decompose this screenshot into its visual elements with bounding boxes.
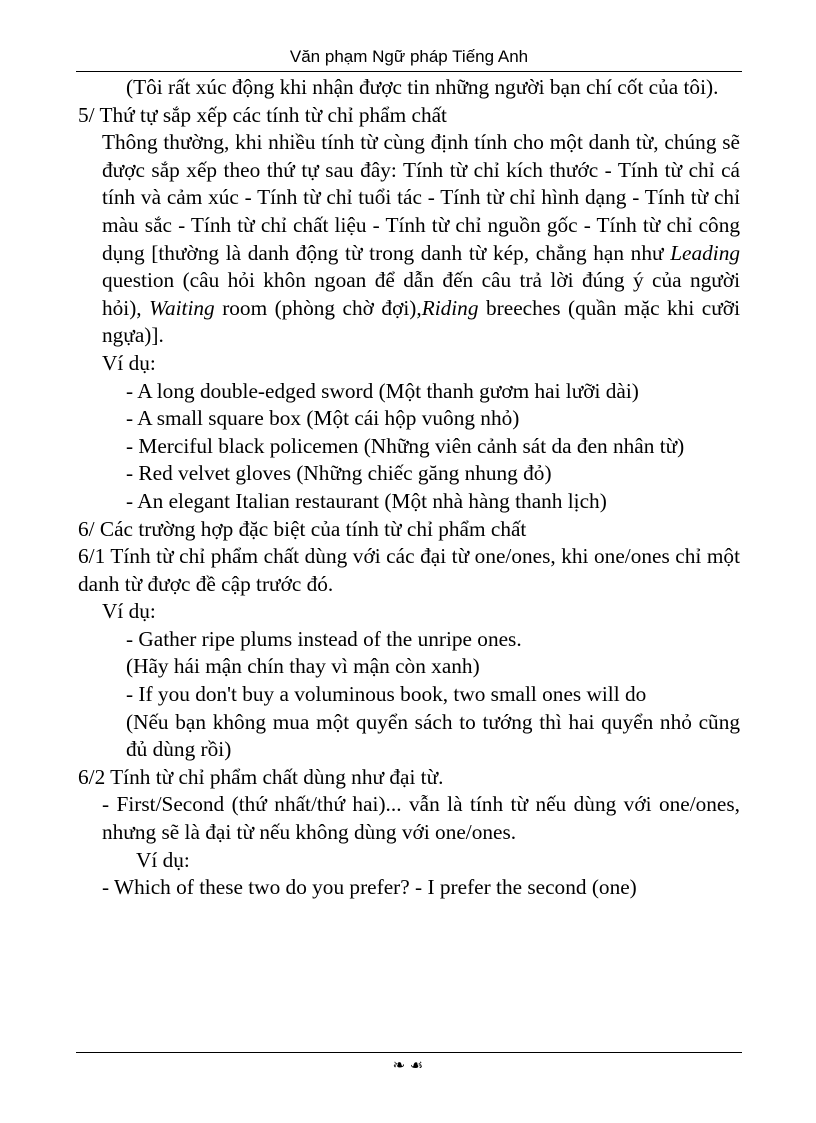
section-6-heading: 6/ Các trường hợp đặc biệt của tính từ chỉ phẩm chất [78, 516, 527, 541]
section-5-heading: 5/ Thứ tự sắp xếp các tính từ chỉ phẩm chất [78, 102, 447, 127]
footer-ornament-icon: ❧ ☙ [392, 1056, 424, 1074]
italic-term-riding: Riding [421, 295, 479, 320]
footer-rule [76, 1052, 742, 1053]
italic-term-waiting: Waiting [149, 295, 215, 320]
section-5-paragraph [78, 129, 740, 350]
example-item: - Merciful black policemen (Những viên cảnh sát da đen nhân từ) [126, 433, 685, 458]
italic-term-leading: Leading [670, 240, 740, 265]
text-run: Thông thường, khi nhiều tính từ cùng định tính cho một danh từ, chúng sẽ được sắp xếp theo thứ tự sau đây: Tính từ chỉ kích thước - Tính từ chỉ cá tính và cảm xúc - Tính từ chỉ tuổi tác - Tính từ chỉ hình dạng - Tính từ chỉ màu sắc - Tính từ chỉ chất liệu - Tính từ chỉ nguồn gốc - Tính từ chỉ công dụng [thường là danh động từ trong danh từ kép, chẳng hạn như [102, 130, 740, 265]
example-label: Ví dụ: [102, 350, 156, 375]
translation-paragraph: (Tôi rất xúc động khi nhận được tin những người bạn chí cốt của tôi). [126, 75, 719, 99]
example-label: Ví dụ: [102, 599, 156, 624]
section-6-2-paragraph: - First/Second (thứ nhất/thứ hai)... vẫn là tính từ nếu dùng với one/ones, nhưng sẽ là đại từ nếu không dùng với one/ones. [102, 792, 740, 845]
example-item: - Red velvet gloves (Những chiếc găng nhung đỏ) [126, 461, 552, 486]
header-rule [76, 71, 742, 72]
example-item: - Which of these two do you prefer? - I prefer the second (one) [102, 875, 637, 900]
example-translation: (Hãy hái mận chín thay vì mận còn xanh) [126, 654, 480, 679]
example-item: - An elegant Italian restaurant (Một nhà hàng thanh lịch) [126, 488, 607, 513]
section-6-1-heading: 6/1 Tính từ chỉ phẩm chất dùng với các đại từ one/ones, khi one/ones chỉ một danh từ được đề cập trước đó. [78, 544, 740, 596]
example-translation: (Nếu bạn không mua một quyển sách to tướng thì hai quyển nhỏ cũng đủ dùng rồi) [126, 709, 740, 762]
running-header: Văn phạm Ngữ pháp Tiếng Anh [289, 47, 529, 66]
example-item: - A small square box (Một cái hộp vuông nhỏ) [126, 406, 520, 431]
page-body [78, 74, 740, 902]
example-item: - Gather ripe plums instead of the unripe ones. [126, 626, 522, 651]
text-run: breeches (quần mặc khi cưỡi ngựa)]. [102, 295, 740, 348]
example-item: - If you don't buy a voluminous book, two small ones will do [126, 682, 647, 707]
section-6-2-heading: 6/2 Tính từ chỉ phẩm chất dùng như đại từ. [78, 764, 444, 789]
example-label: Ví dụ: [136, 847, 190, 872]
example-item: - A long double-edged sword (Một thanh gươm hai lưỡi dài) [126, 378, 639, 403]
text-run: room (phòng chờ đợi), [214, 295, 422, 320]
text-run: question (câu hỏi khôn ngoan để dẫn đến câu trả lời đúng ý của người hỏi), [102, 268, 740, 320]
